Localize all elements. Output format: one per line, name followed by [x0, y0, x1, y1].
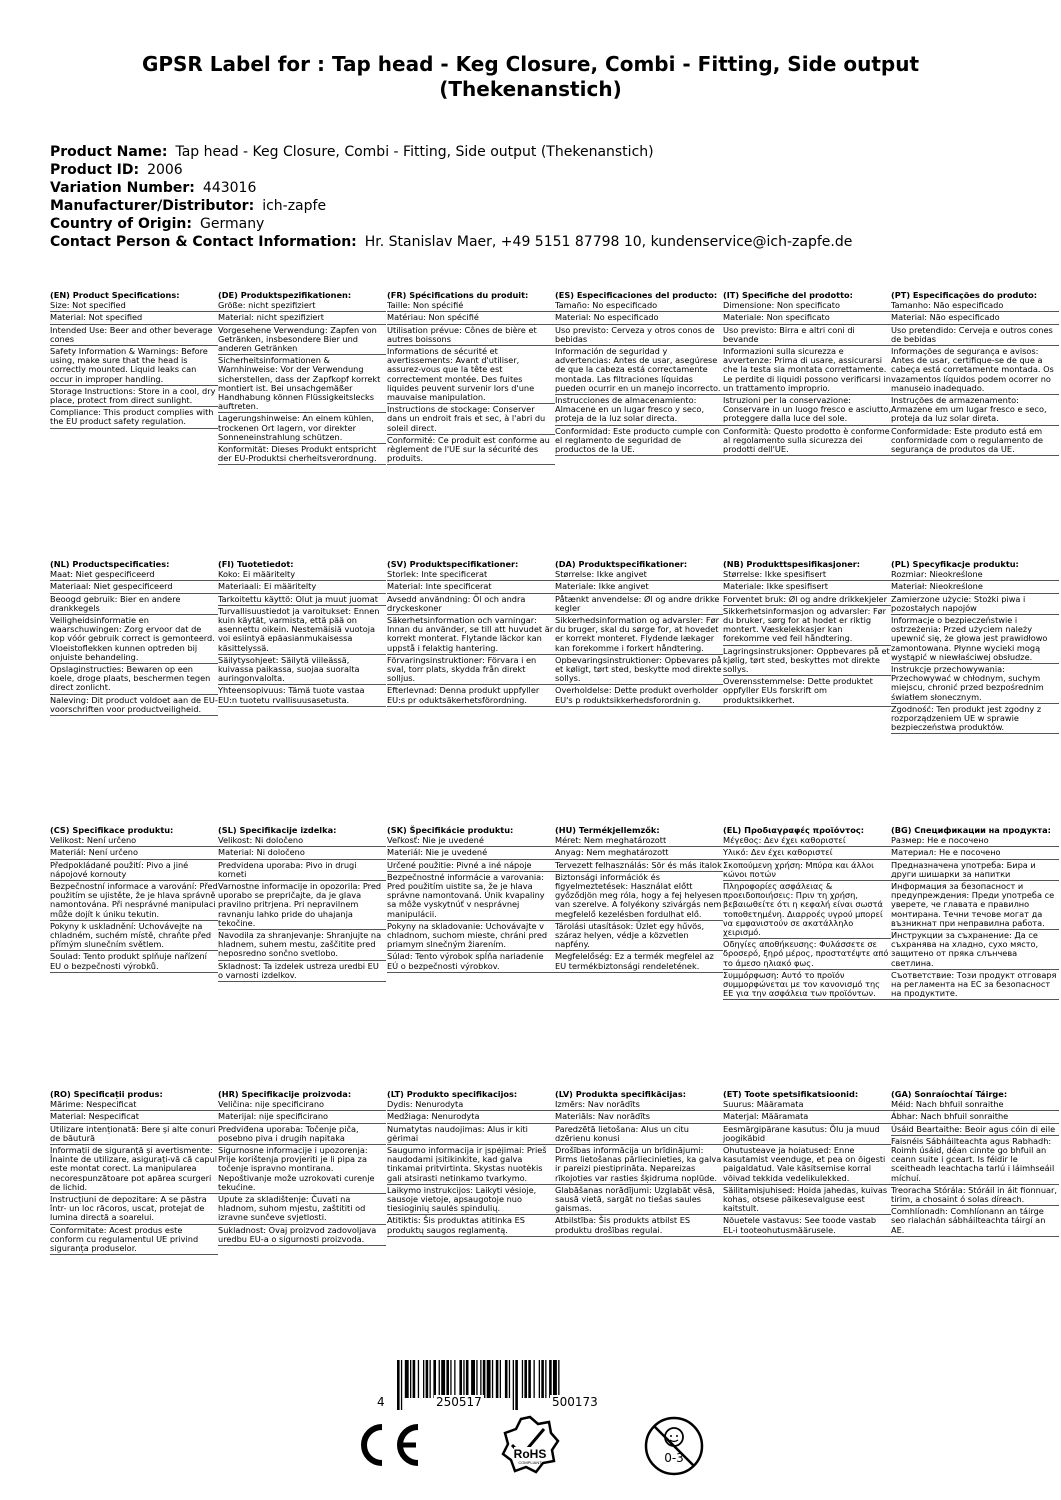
spec-item: Größe: nicht spezifiziert — [218, 300, 386, 312]
rohs-sub-text: COMPLIANT — [518, 1460, 542, 1465]
spec-item: Úsáid Beartaithe: Beoir agus cóin di eile — [891, 1124, 1059, 1136]
spec-item: Conformité: Ce produit est conforme au règlement de l'UE sur la sécurité des produits. — [387, 435, 555, 466]
spec-item: Overholdelse: Dette produkt overholder EU's p roduktsikkerhedsforordnin g. — [555, 685, 723, 706]
spec-block — [218, 291, 386, 465]
spec-item: Veličina: nije specificirano — [218, 1099, 386, 1111]
barcode-bar — [450, 1360, 451, 1398]
spec-item: Materiaal: Niet gespecificeerd — [50, 581, 218, 593]
spec-item: Numatytas naudojimas: Alus ir kiti gėrimai — [387, 1124, 555, 1145]
spec-heading: (LT) Produkto specifikacijos: — [387, 1089, 518, 1099]
info-value: 443016 — [202, 180, 257, 196]
barcode-bar — [463, 1360, 464, 1398]
spec-item: Materiāls: Nav norādīts — [555, 1111, 723, 1123]
spec-item: Påtænkt anvendelse: Øl og andre drikke kegler — [555, 594, 723, 615]
spec-item: Размер: Не е посочено — [891, 835, 1059, 847]
spec-item: Méid: Nach bhfuil sonraithe — [891, 1099, 1059, 1111]
info-row — [50, 215, 1030, 233]
spec-block — [891, 291, 1059, 456]
spec-block — [387, 291, 555, 465]
spec-item: Bezpečnostné informácie a varovania: Pred použitím uistite sa, že je hlava správne namontovaná. Únik kvapaliny sa môže vyskytnúť v nesprávnej manipulácii. — [387, 872, 555, 921]
spec-block — [555, 291, 723, 456]
spec-item: Sikkerhedsinformation og advarsler: Før du bruger, skal du sørge for, at hovedet er korrekt monteret. Flydende lækager kan forekomme i forkert håndtering. — [555, 615, 723, 655]
spec-item: Predviđena uporaba: Točenje piča, posebno piva i drugih napitaka — [218, 1124, 386, 1145]
spec-block — [218, 1090, 386, 1246]
spec-item: Storage Instructions: Store in a cool, dry place, protect from direct sunlight. — [50, 386, 218, 407]
barcode-bar — [410, 1360, 411, 1398]
spec-heading: (DE) Produktspezifikationen: — [218, 290, 352, 300]
product-info — [50, 143, 1030, 251]
spec-heading: (SK) Špecifikácie produktu: — [387, 825, 514, 835]
info-value: 2006 — [147, 162, 183, 178]
spec-item: Instruções de armazenamento: Armazene em um lugar fresco e seco, proteja da luz solar direta. — [891, 395, 1059, 426]
spec-item: Utilizare intenționată: Bere și alte conuri de băutură — [50, 1124, 218, 1145]
spec-item: Zgodność: Ten produkt jest zgodny z rozporządzeniem UE w sprawie bezpieczeństwa produktów. — [891, 704, 1059, 735]
spec-item: Izmērs: Nav norādīts — [555, 1099, 723, 1111]
spec-heading: (PL) Specyfikacje produktu: — [891, 559, 1019, 569]
barcode-bar — [441, 1360, 445, 1398]
spec-item: Materiál: Nie je uvedené — [387, 847, 555, 859]
barcode-bar — [513, 1360, 514, 1410]
spec-item: Materiał: Nieokreślone — [891, 581, 1059, 593]
spec-item: Σκοπούμενη χρήση: Μπύρα και άλλοι κώνοι ποτών — [723, 860, 891, 881]
spec-heading: (SV) Produktspecifikationer: — [387, 559, 519, 569]
spec-item: Conformitate: Acest produs este conform cu regulamentul UE privind siguranța produselor. — [50, 1225, 218, 1256]
spec-item: Material: Nespecificat — [50, 1111, 218, 1123]
info-label: Product ID: — [50, 162, 140, 178]
spec-block — [387, 1090, 555, 1237]
barcode-bar — [426, 1360, 429, 1398]
spec-block — [723, 1090, 891, 1237]
barcode-digit: 500173 — [552, 1395, 598, 1409]
spec-heading: (HR) Specifikacije proizvoda: — [218, 1089, 352, 1099]
info-label: Variation Number: — [50, 180, 195, 196]
spec-heading: (NL) Productspecificaties: — [50, 559, 170, 569]
spec-item: Taille: Non spécifié — [387, 300, 555, 312]
spec-item: Συμμόρφωση: Αυτό το προϊόν συμμορφώνεται με τον κανονισμό της ΕΕ για την ασφάλεια των προϊόντων. — [723, 970, 891, 1001]
spec-item: Säilitamisjuhised: Hoida jahedas, kuivas kohas, otsese päikesevalguse eest kaitstult. — [723, 1185, 891, 1216]
spec-item: Informacje o bezpieczeństwie i ostrzeżenia: Przed użyciem należy upewnić się, że głowa jest prawidłowo zamontowana. Płynne wycieki mogą wystąpić w niewłaściwej obsłudze. — [891, 615, 1059, 664]
spec-item: Informații de siguranță și avertismente: Înainte de utilizare, asigurați-vă că capul este montat corect. La manipularea necorespunzătoare pot apărea scurgeri de lichid. — [50, 1145, 218, 1194]
spec-item: Předpokládané použití: Pivo a jiné nápojové kornouty — [50, 860, 218, 881]
spec-item: Veľkosť: Nie je uvedené — [387, 835, 555, 847]
spec-item: Saugumo informacija ir įspėjimai: Prieš naudodami įsitikinkite, kad galva tinkamai pritvirtinta. Skystas nuotėkis gali atsirasti netinkamo tvarkymo. — [387, 1145, 555, 1185]
spec-item: Naleving: Dit product voldoet aan de EU-voorschriften voor productveiligheid. — [50, 695, 218, 716]
spec-item: Instrucțiuni de depozitare: A se păstra într- un loc răcoros, uscat, protejat de lumina directă a soarelui. — [50, 1194, 218, 1225]
info-row — [50, 143, 1030, 161]
spec-item: Beoogd gebruik: Bier en andere drankkegels — [50, 594, 218, 615]
spec-item: Forventet bruk: Øl og andre drikkekjeler — [723, 594, 891, 606]
info-value: Hr. Stanislav Maer, +49 5151 87798 10, kundenservice@ich-zapfe.de — [364, 234, 853, 250]
spec-item: Súlad: Tento výrobok spĺňa nariadenie EÚ o bezpečnosti výrobkov. — [387, 951, 555, 972]
barcode-bar — [500, 1360, 501, 1398]
spec-heading: (HU) Termékjellemzők: — [555, 825, 660, 835]
spec-block — [50, 1090, 218, 1255]
barcode-bar — [505, 1360, 508, 1398]
spec-heading: (FR) Spécifications du produit: — [387, 290, 529, 300]
ce-mark-icon — [350, 1415, 425, 1475]
spec-item: Uso pretendido: Cerveja e outros cones de bebidas — [891, 325, 1059, 346]
barcode-bar — [471, 1360, 475, 1398]
spec-item: Conformidade: Este produto está em conformidade com o regulamento de segurança de produtos da UE. — [891, 426, 1059, 457]
spec-item: Material: Não especificado — [891, 312, 1059, 324]
barcode-bar — [545, 1360, 546, 1398]
spec-item: Materijal: nije specificirano — [218, 1111, 386, 1123]
barcode-bar — [541, 1360, 544, 1398]
spec-item: Pokyny na skladovanie: Uchovávajte v chladnom, suchom mieste, chráni pred priamym slnečným žiarením. — [387, 921, 555, 952]
info-row — [50, 161, 1030, 179]
spec-item: Предназначена употреба: Бира и други шишарки за напитки — [891, 860, 1059, 881]
spec-heading: (FI) Tuotetiedot: — [218, 559, 294, 569]
barcode-bar — [418, 1360, 419, 1398]
spec-item: Lagerungshinweise: An einem kühlen, trockenen Ort lagern, vor direkter Sonneneinstrahlung schützen. — [218, 413, 386, 444]
spec-item: Materiál: Není určeno — [50, 847, 218, 859]
info-label: Manufacturer/Distributor: — [50, 198, 255, 214]
spec-heading: (ET) Toote spetsifikatsioonid: — [723, 1089, 859, 1099]
spec-item: Säilytysohjeet: Säilytä viileässä, kuivassa paikassa, suojaa suoralta auringonvalolta. — [218, 655, 386, 686]
spec-block — [723, 560, 891, 707]
spec-heading: (EL) Προδιαγραφές προϊόντος: — [723, 825, 864, 835]
spec-item: Conformità: Questo prodotto è conforme al regolamento sulla sicurezza dei prodotti dell'UE. — [723, 426, 891, 457]
info-label: Product Name: — [50, 144, 168, 160]
barcode-bar — [466, 1360, 469, 1398]
barcode-bar — [423, 1360, 424, 1398]
spec-item: Upute za skladištenje: Čuvati na hladnom, suhom mjestu, zaštititi od izravne sunčeve svjetlosti. — [218, 1194, 386, 1225]
spec-heading: (IT) Specifiche del prodotto: — [723, 290, 853, 300]
barcode-bar — [454, 1360, 455, 1398]
spec-block — [891, 1090, 1059, 1237]
spec-block — [555, 560, 723, 707]
barcode-bar — [483, 1360, 486, 1398]
spec-item: Materiaali: Ei määritelty — [218, 581, 386, 593]
spec-item: Medžiaga: Nenurodyta — [387, 1111, 555, 1123]
spec-item: Zamierzone użycie: Stożki piwa i pozostałych napojów — [891, 594, 1059, 615]
barcode-bar — [401, 1360, 402, 1410]
spec-item: Anyag: Nem meghatározott — [555, 847, 723, 859]
spec-item: Instructions de stockage: Conserver dans un endroit frais et sec, à l'abri du soleil direct. — [387, 404, 555, 435]
barcode-bar — [433, 1360, 436, 1398]
spec-item: Turvallisuustiedot ja varoitukset: Ennen kuin käytät, varmista, että pää on asennettu oikein. Nestemäisiä vuotoja voi esiintyä epäasianmukaisessa käsittelyssä. — [218, 606, 386, 655]
spec-item: Skladnost: Ta izdelek ustreza uredbi EU o varnosti izdelkov. — [218, 961, 386, 982]
spec-item: Suurus: Määramata — [723, 1099, 891, 1111]
spec-item: Varnostne informacije in opozorila: Pred uporabo se prepričajte, da je glava pravilno pritrjena. Pri nepravilnem ravnanju lahko pride do uhajanja tekočine. — [218, 881, 386, 930]
spec-item: Materiale: Ikke angivet — [555, 581, 723, 593]
info-label: Country of Origin: — [50, 216, 192, 232]
info-row — [50, 179, 1030, 197]
spec-item: Material: No especificado — [555, 312, 723, 324]
spec-item: Bezpečnostní informace a varování: Před použitím se ujistěte, že je hlava správně namontována. Při nesprávné manipulaci může dojít k úniku tekutin. — [50, 881, 218, 921]
spec-item: Size: Not specified — [50, 300, 218, 312]
spec-item: Safety Information & Warnings: Before using, make sure that the head is correctly mounted. Liquid leaks can occur in improper handling. — [50, 346, 218, 386]
spec-item: Материал: Не е посочено — [891, 847, 1059, 859]
spec-heading: (SL) Specifikacije izdelka: — [218, 825, 337, 835]
barcode-digit: 4 — [377, 1395, 385, 1409]
barcode-bar — [430, 1360, 431, 1398]
age-text: 0-3 — [664, 1451, 684, 1465]
spec-item: Určené použitie: Pivné a iné nápoje — [387, 860, 555, 872]
spec-item: Säkerhetsinformation och varningar: Innan du använder, se till att huvudet är korrekt monterat. Flytande läckor kan uppstå i felaktig hantering. — [387, 615, 555, 655]
spec-item: Uso previsto: Birra e altri coni di bevande — [723, 325, 891, 346]
page-title: GPSR Label for : Tap head - Keg Closure, Combi - Fitting, Side output (Thekenanstich) — [141, 52, 920, 101]
spec-item: Paredzētā lietošana: Alus un citu dzērienu konusi — [555, 1124, 723, 1145]
spec-item: Tamaño: No especificado — [555, 300, 723, 312]
spec-item: Velikost: Ni določeno — [218, 835, 386, 847]
spec-item: Biztonsági információk és figyelmeztetések: Használat előtt győződjön meg róla, hogy a fej helyesen van szerelve. A folyékony szivárgás nem megfelelő kezelésben fordulhat elő. — [555, 872, 723, 921]
spec-item: Treoracha Stórála: Stóráil in áit fionnuar, tirim, a chosaint ó solas díreach. — [891, 1185, 1059, 1206]
spec-item: Pokyny k uskladnění: Uchovávejte na chladném, suchém místě, chraňte před přímým slunečním světlem. — [50, 921, 218, 952]
spec-item: Atbilstība: Šis produkts atbilst ES produktu drošības regulai. — [555, 1215, 723, 1236]
spec-item: Veiligheidsinformatie en waarschuwingen: Zorg ervoor dat de kop vóór gebruik correct is gemonteerd. Vloeistoflekken kunnen optreden bij onjuiste behandeling. — [50, 615, 218, 664]
info-row — [50, 197, 1030, 215]
spec-item: Инструкции за съхранение: Да се съхранява на хладно, сухо място, защитено от пряка слънчева светлина. — [891, 930, 1059, 970]
spec-item: Instrukcje przechowywania: Przechowywać w chłodnym, suchym miejscu, chronić przed bezpośrednim światłem słonecznym. — [891, 664, 1059, 704]
spec-item: Informações de segurança e avisos: Antes de usar, certifique-se de que a cabeça está corretamente montada. Os vazamentos líquidos podem ocorrer no manuseio inadequado. — [891, 346, 1059, 395]
spec-item: Информация за безопасност и предупреждения: Преди употреба се уверете, че главата е правилно монтирана. Течни течове могат да възникнат при неправилна работа. — [891, 881, 1059, 930]
barcode-bar — [413, 1360, 416, 1398]
age-warning-icon — [643, 1415, 705, 1477]
barcode-bar — [534, 1360, 535, 1398]
barcode-bar — [446, 1360, 449, 1398]
spec-item: Méret: Nem meghatározott — [555, 835, 723, 847]
spec-item: Intended Use: Beer and other beverage cones — [50, 325, 218, 346]
spec-block — [891, 826, 1059, 1000]
spec-item: Overensstemmelse: Dette produktet oppfyller EUs forskrift om produktsikkerhet. — [723, 676, 891, 707]
barcode-bar — [528, 1360, 531, 1398]
spec-block — [218, 560, 386, 707]
spec-block — [387, 560, 555, 707]
info-value: Germany — [200, 216, 265, 232]
spec-item: Sicherheitsinformationen & Warnhinweise: Vor der Verwendung sicherstellen, dass der Zapfkopf korrekt montiert ist. Bei unsachgemäßer Handhabung können Flüssigkeitslecks auftreten. — [218, 355, 386, 413]
spec-item: Material: nicht spezifiziert — [218, 312, 386, 324]
spec-item: Storlek: Inte specificerat — [387, 569, 555, 581]
spec-item: Nõuetele vastavus: See toode vastab EL-i tooteohutusmäärusele. — [723, 1215, 891, 1236]
spec-item: Οδηγίες αποθήκευσης: Φυλάσσετε σε δροσερό, ξηρό μέρος, προστατέψτε από το άμεσο ηλιακό φως. — [723, 939, 891, 970]
spec-item: Eesmärgipärane kasutus: Õlu ja muud joogikäbid — [723, 1124, 891, 1145]
info-row — [50, 233, 1030, 251]
spec-item: Sukladnost: Ovaj proizvod zadovoljava uredbu EU-a o sigurnosti proizvoda. — [218, 1225, 386, 1246]
barcode-bar — [405, 1360, 409, 1398]
spec-item: Glabāšanas norādījumi: Uzglabāt vēsā, sausā vietā, sargāt no tiešas saules gaismas. — [555, 1185, 723, 1216]
spec-item: Förvaringsinstruktioner: Förvara i en sval, torr plats, skydda från direkt solljus. — [387, 655, 555, 686]
spec-item: Material: Inte specificerat — [387, 581, 555, 593]
spec-item: Tamanho: Não especificado — [891, 300, 1059, 312]
spec-item: Predvidena uporaba: Pivo in drugi korneti — [218, 860, 386, 881]
spec-item: Atitiktis: Šis produktas atitinka ES produktų saugos reglamentą. — [387, 1215, 555, 1236]
rohs-icon — [500, 1415, 560, 1475]
barcode-digit: 250517 — [436, 1395, 482, 1409]
spec-block — [218, 826, 386, 982]
spec-block — [50, 560, 218, 716]
spec-item: Koko: Ei määritelty — [218, 569, 386, 581]
spec-item: Sikkerhetsinformasjon og advarsler: Før du bruker, sørg for at hodet er riktig montert. Væskelekkasjer kan forekomme ved feil håndtering. — [723, 606, 891, 646]
spec-item: Istruzioni per la conservazione: Conservare in un luogo fresco e asciutto, proteggere dalla luce del sole. — [723, 395, 891, 426]
spec-block — [50, 826, 218, 973]
spec-item: Materjal: Määramata — [723, 1111, 891, 1123]
spec-heading: (DA) Produktspecifikationer: — [555, 559, 688, 569]
spec-item: Ohutusteave ja hoiatused: Enne kasutamist veenduge, et pea on õigesti paigaldatud. Vale käsitsemise korral võivad tekkida vedelikulekked. — [723, 1145, 891, 1185]
spec-item: Informations de sécurité et avertissements: Avant d'utiliser, assurez-vous que la tête est correctement montée. Des fuites liquides peuvent survenir lors d'une mauvaise manipulation. — [387, 346, 555, 404]
spec-block — [555, 1090, 723, 1237]
spec-item: Tervezett felhasználás: Sör és más italok — [555, 860, 723, 872]
spec-item: Πληροφορίες ασφάλειας & προειδοποιήσεις: Πριν τη χρήση, βεβαιωθείτε ότι η κεφαλή είναι σωστά τοποθετημένη. Διαρροές υγρού μπορεί να εμφανιστούν σε ακατάλληλο χειρισμό. — [723, 881, 891, 939]
spec-heading: (PT) Especificações do produto: — [891, 290, 1038, 300]
spec-item: Velikost: Není určeno — [50, 835, 218, 847]
info-value: ich-zapfe — [262, 198, 327, 214]
spec-item: Konformität: Dieses Produkt entspricht der EU-Produktsi cherheitsverordnung. — [218, 444, 386, 465]
spec-item: Υλικό: Δεν έχει καθοριστεί — [723, 847, 891, 859]
spec-item: Uso previsto: Cerveza y otros conos de bebidas — [555, 325, 723, 346]
info-value: Tap head - Keg Closure, Combi - Fitting, Side output (Thekenanstich) — [175, 144, 654, 160]
spec-item: Megfelelőség: Ez a termék megfelel az EU termékbiztonsági rendeletének. — [555, 951, 723, 972]
spec-item: Yhteensopivuus: Tämä tuote vastaa EU:n tuotetu rvallisuusasetusta. — [218, 685, 386, 706]
spec-item: Materiale: Non specificato — [723, 312, 891, 324]
barcode-bar — [524, 1360, 527, 1398]
spec-heading: (GA) Sonraíochtaí Táirge: — [891, 1089, 1008, 1099]
barcode-bar — [439, 1360, 440, 1398]
barcode-bar — [558, 1360, 559, 1398]
spec-block — [50, 291, 218, 429]
spec-item: Material: Not specified — [50, 312, 218, 324]
spec-item: Utilisation prévue: Cônes de bière et autres boissons — [387, 325, 555, 346]
barcode-bar — [522, 1360, 523, 1398]
spec-item: Μέγεθος: Δεν έχει καθοριστεί — [723, 835, 891, 847]
spec-item: Съответствие: Този продукт отговаря на регламента на ЕС за безопасност на продуктите. — [891, 970, 1059, 1001]
spec-item: Sigurnosne informacije i upozorenja: Prije korištenja provjeriti je li pipa za točenje ispravno montirana. Nepoštivanje može uzrokovati curenje tekućine. — [218, 1145, 386, 1194]
barcode-bar — [496, 1360, 499, 1398]
spec-item: Størrelse: Ikke spesifisert — [723, 569, 891, 581]
spec-heading: (LV) Produkta specifikācijas: — [555, 1089, 686, 1099]
spec-item: Mărime: Nespecificat — [50, 1099, 218, 1111]
spec-heading: (ES) Especificaciones del producto: — [555, 290, 718, 300]
spec-block — [891, 560, 1059, 734]
spec-item: Lagringsinstruksjoner: Oppbevares på et kjølig, tørt sted, beskyttes mot direkte sollys. — [723, 646, 891, 677]
spec-item: Material: Ni določeno — [218, 847, 386, 859]
spec-item: Soulad: Tento produkt splňuje nařízení EU o bezpečnosti výrobků. — [50, 951, 218, 972]
spec-item: Información de seguridad y advertencias: Antes de usar, asegúrese de que la cabeza está correctamente montada. Las filtraciones líquidas pueden ocurrir en un manejo incorrecto. — [555, 346, 723, 395]
barcode-bar — [480, 1360, 481, 1398]
spec-item: Matériau: Non spécifié — [387, 312, 555, 324]
spec-item: Drošības informācija un brīdinājumi: Pirms lietošanas pārliecinieties, ka galva ir pareizi piestiprināta. Nepareizas rīkojoties var rasties šķidruma noplūde. — [555, 1145, 723, 1185]
spec-block — [723, 826, 891, 1000]
spec-item: Maat: Niet gespecificeerd — [50, 569, 218, 581]
spec-heading: (CS) Specifikace produktu: — [50, 825, 174, 835]
spec-item: Opslaginstructies: Bewaren op een koele, droge plaats, beschermen tegen direct zonlicht. — [50, 664, 218, 695]
spec-item: Compliance: This product complies with the EU product safety regulation. — [50, 407, 218, 428]
spec-item: Informazioni sulla sicurezza e avvertenze: Prima di usare, assicurarsi che la testa sia montata correttamente. Le perdite di liquidi possono verificarsi in un trattamento improprio. — [723, 346, 891, 395]
barcode-bar — [397, 1360, 400, 1410]
spec-item: Materiale: Ikke spesifisert — [723, 581, 891, 593]
spec-item: Dydis: Nenurodyta — [387, 1099, 555, 1111]
spec-item: Avsedd användning: Öl och andra dryckeskoner — [387, 594, 555, 615]
spec-item: Ábhar: Nach bhfuil sonraithe — [891, 1111, 1059, 1123]
info-label: Contact Person & Contact Information: — [50, 234, 357, 250]
spec-item: Efterlevnad: Denna produkt uppfyller EU:s pr oduktsäkerhetsförordning. — [387, 685, 555, 706]
spec-item: Opbevaringsinstruktioner: Opbevares på et køligt, tørt sted, beskytte mod direkte sollys. — [555, 655, 723, 686]
spec-block — [723, 291, 891, 456]
barcode-bar — [476, 1360, 477, 1398]
barcode-bar — [539, 1360, 540, 1398]
spec-item: Størrelse: Ikke angivet — [555, 569, 723, 581]
spec-block — [387, 826, 555, 973]
barcode-bar — [459, 1360, 462, 1398]
barcode-bar — [549, 1360, 552, 1398]
spec-item: Instrucciones de almacenamiento: Almacene en un lugar fresco y seco, proteja de la luz solar directa. — [555, 395, 723, 426]
rohs-text: RoHS — [513, 1447, 547, 1461]
spec-heading: (RO) Specificații produs: — [50, 1089, 163, 1099]
spec-item: Conformidad: Este producto cumple con el reglamento de seguridad de productos de la UE. — [555, 426, 723, 457]
barcode-bar — [553, 1360, 557, 1398]
spec-item: Rozmiar: Nieokreślone — [891, 569, 1059, 581]
spec-item: Faisnéis Sábháilteachta agus Rabhadh: Roimh úsáid, déan cinnte go bhfuil an ceann suite i gceart. Is féidir le sceitheadh leachtacha tarlú i láimhseáil míchuí. — [891, 1136, 1059, 1185]
spec-item: Tarkoitettu käyttö: Olut ja muut juomat — [218, 594, 386, 606]
spec-item: Dimensione: Non specificato — [723, 300, 891, 312]
spec-item: Vorgesehene Verwendung: Zapfen von Getränken, insbesondere Bier und anderen Getränken — [218, 325, 386, 356]
spec-item: Laikymo instrukcijos: Laikyti vėsioje, sausoje vietoje, apsaugotoje nuo tiesioginių saulės spindulių. — [387, 1185, 555, 1216]
spec-heading: (EN) Product Specifications: — [50, 290, 180, 300]
barcode-bar — [509, 1360, 510, 1398]
spec-item: Tárolási utasítások: Üzlet egy hűvös, száraz helyen, védje a közvetlen napfény. — [555, 921, 723, 952]
spec-item: Comhlíonadh: Comhlíonann an táirge seo rialachán sábháilteachta táirgí an AE. — [891, 1206, 1059, 1237]
spec-heading: (NB) Produkttspesifikasjoner: — [723, 559, 861, 569]
spec-block — [555, 826, 723, 973]
barcode-bar — [515, 1360, 518, 1410]
spec-heading: (BG) Спецификации на продукта: — [891, 825, 1051, 835]
barcode-bar — [492, 1360, 493, 1398]
spec-item: Navodila za shranjevanje: Shranjujte na hladnem, suhem mestu, zaščitite pred neposredno sončno svetlobo. — [218, 930, 386, 961]
barcode-bar — [487, 1360, 491, 1398]
